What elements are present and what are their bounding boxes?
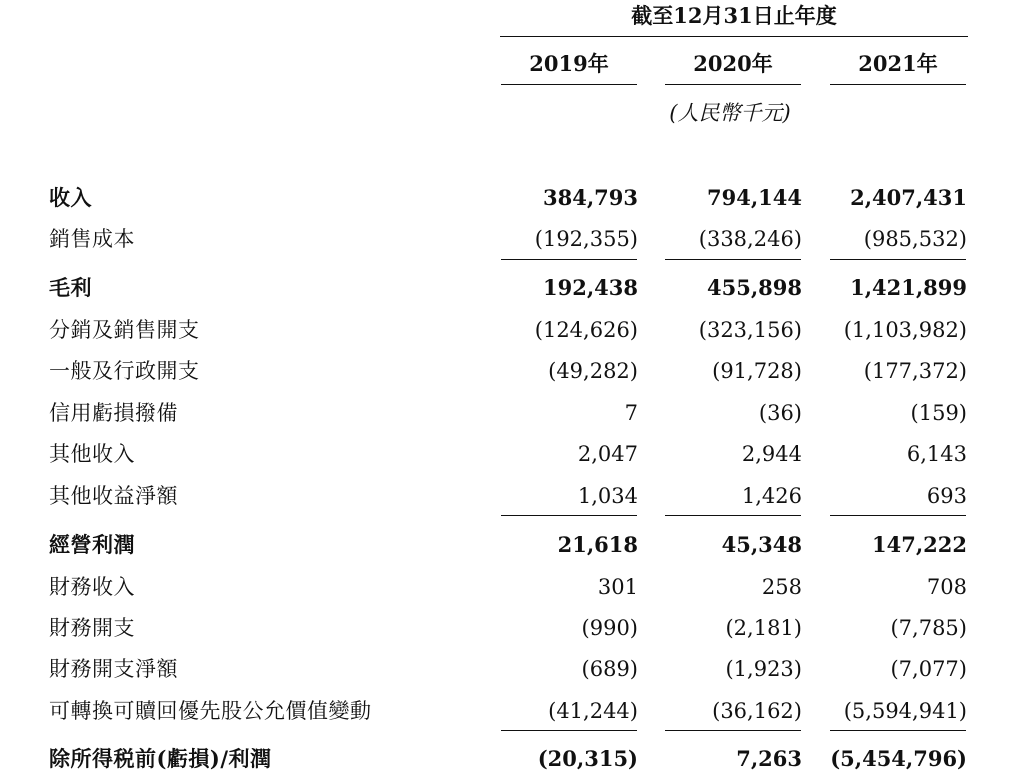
value-2020: (36) (758, 401, 802, 425)
row-label: 其他收入 (49, 442, 135, 466)
year-2020-heading: 2020年 (693, 51, 773, 76)
value-2020: 45,348 (721, 532, 802, 557)
value-2020: (36,162) (712, 699, 802, 723)
value-2020: (91,728) (712, 359, 802, 383)
currency-unit-label: (人民幣千元) (669, 101, 791, 125)
subtotal-rule-2021 (830, 515, 966, 516)
row-label: 一般及行政開支 (49, 359, 200, 383)
table-row-general-admin-expenses (0, 355, 1015, 387)
value-2019: 384,793 (543, 185, 638, 210)
subtotal-rule-2021 (830, 730, 966, 731)
table-row-other-gains-net (0, 480, 1015, 512)
subtotal-rule-2019 (501, 730, 637, 731)
value-2019: (192,355) (534, 227, 638, 251)
table-row-finance-expenses-net (0, 653, 1015, 685)
value-2021: (159) (910, 401, 967, 425)
value-2020: 455,898 (707, 275, 802, 300)
value-2020: (1,923) (725, 657, 802, 681)
value-2020: 2,944 (741, 442, 802, 466)
row-label: 毛利 (49, 275, 92, 300)
subtotal-rule-2020 (665, 730, 801, 731)
subtotal-rule-2020 (665, 515, 801, 516)
row-label: 收入 (49, 185, 92, 210)
table-row-other-income (0, 438, 1015, 470)
value-2020: 7,263 (736, 746, 802, 771)
value-2021: 693 (926, 484, 967, 508)
value-2021: (5,454,796) (830, 746, 967, 771)
value-2020: (338,246) (698, 227, 802, 251)
value-2021: (1,103,982) (843, 318, 967, 342)
value-2019: (49,282) (548, 359, 638, 383)
value-2021: 6,143 (906, 442, 967, 466)
value-2019: (689) (581, 657, 638, 681)
value-2021: (5,594,941) (843, 699, 967, 723)
value-2019: (990) (581, 616, 638, 640)
value-2019: (124,626) (534, 318, 638, 342)
table-row-distribution-selling-expenses (0, 314, 1015, 346)
value-2019: 1,034 (577, 484, 638, 508)
row-label: 分銷及銷售開支 (49, 318, 200, 342)
row-label: 可轉換可贖回優先股公允價值變動 (49, 699, 372, 723)
value-2020: (323,156) (698, 318, 802, 342)
row-label: 財務開支淨額 (49, 657, 178, 681)
value-2019: 7 (624, 401, 638, 425)
year-2019-underline (501, 84, 637, 85)
table-row-fair-value-change-preferred-shares (0, 695, 1015, 727)
table-row-profit-before-tax (0, 743, 1015, 775)
value-2021: (177,372) (863, 359, 967, 383)
value-2021: 2,407,431 (850, 185, 967, 210)
row-label: 除所得税前(虧損)/利潤 (49, 746, 272, 771)
value-2021: (7,077) (890, 657, 967, 681)
value-2021: (7,785) (890, 616, 967, 640)
year-2021-heading: 2021年 (858, 51, 938, 76)
row-label: 財務收入 (49, 575, 135, 599)
value-2019: 21,618 (557, 532, 638, 557)
value-2020: 258 (761, 575, 802, 599)
row-label: 銷售成本 (49, 227, 135, 251)
value-2019: (41,244) (548, 699, 638, 723)
table-row-cost-of-sales (0, 223, 1015, 255)
period-underline (500, 36, 968, 37)
value-2021: (985,532) (863, 227, 967, 251)
row-label: 信用虧損撥備 (49, 401, 178, 425)
table-row-credit-loss-provision (0, 397, 1015, 429)
value-2021: 147,222 (872, 532, 967, 557)
subtotal-rule-2021 (830, 259, 966, 260)
value-2021: 708 (926, 575, 967, 599)
year-2021-underline (830, 84, 966, 85)
subtotal-rule-2019 (501, 259, 637, 260)
value-2019: 192,438 (543, 275, 638, 300)
period-heading: 截至12月31日止年度 (631, 3, 837, 28)
value-2020: (2,181) (725, 616, 802, 640)
table-row-gross-profit (0, 272, 1015, 304)
value-2019: 2,047 (577, 442, 638, 466)
year-2019-heading: 2019年 (529, 51, 609, 76)
row-label: 其他收益淨額 (49, 484, 178, 508)
value-2019: (20,315) (537, 746, 638, 771)
subtotal-rule-2020 (665, 259, 801, 260)
value-2021: 1,421,899 (850, 275, 967, 300)
table-row-revenue (0, 182, 1015, 214)
table-row-operating-profit (0, 529, 1015, 561)
row-label: 經營利潤 (49, 532, 135, 557)
table-row-finance-expenses (0, 612, 1015, 644)
year-2020-underline (665, 84, 801, 85)
value-2020: 794,144 (707, 185, 802, 210)
row-label: 財務開支 (49, 616, 135, 640)
value-2019: 301 (597, 575, 638, 599)
table-row-finance-income (0, 571, 1015, 603)
subtotal-rule-2019 (501, 515, 637, 516)
value-2020: 1,426 (741, 484, 802, 508)
